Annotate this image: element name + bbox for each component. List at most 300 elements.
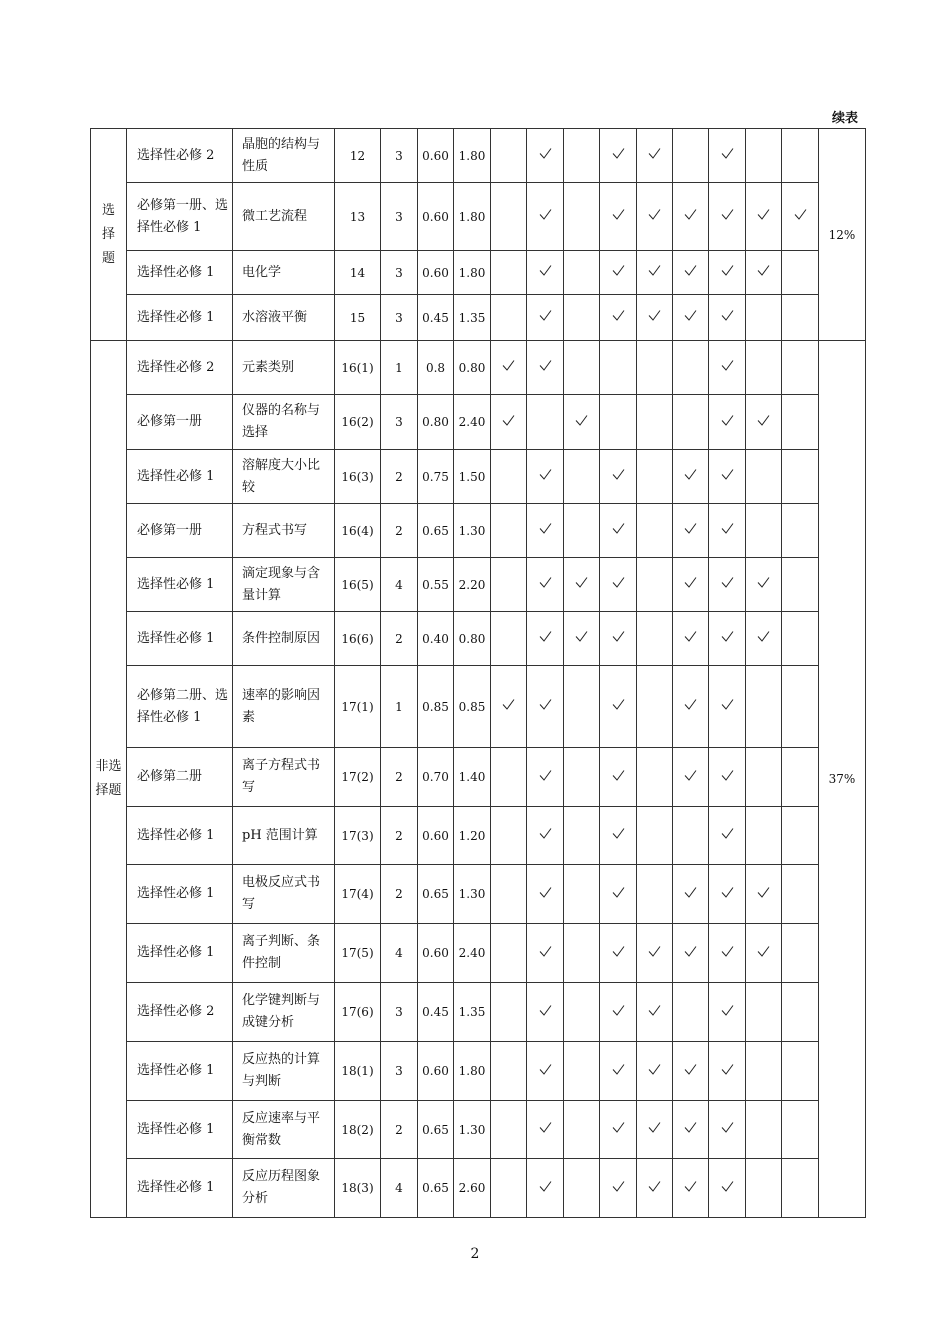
check-cell xyxy=(600,807,637,865)
check-cell xyxy=(637,450,673,504)
content-cell: 溶解度大小比较 xyxy=(233,450,335,504)
content-cell: 电化学 xyxy=(233,251,335,295)
module-cell: 选择性必修 1 xyxy=(127,295,233,341)
check-cell xyxy=(782,129,819,183)
item-number-cell: 17(5) xyxy=(335,924,381,983)
check-mark-icon xyxy=(539,945,552,958)
table-row xyxy=(91,983,866,1042)
expected-score-cell: 2.60 xyxy=(454,1159,491,1218)
check-cell xyxy=(637,1101,673,1159)
content-cell: 元素类别 xyxy=(233,341,335,395)
content-cell: 微工艺流程 xyxy=(233,183,335,251)
check-cell xyxy=(637,983,673,1042)
check-mark-icon xyxy=(684,630,697,643)
check-cell xyxy=(491,450,527,504)
check-cell xyxy=(746,295,782,341)
check-cell xyxy=(746,865,782,924)
check-mark-icon xyxy=(502,698,515,711)
check-cell xyxy=(709,924,746,983)
check-mark-icon xyxy=(539,1180,552,1193)
check-cell xyxy=(709,1159,746,1218)
check-mark-icon xyxy=(539,886,552,899)
check-mark-icon xyxy=(648,208,661,221)
check-mark-icon xyxy=(757,945,770,958)
check-mark-icon xyxy=(684,1121,697,1134)
module-cell: 必修第二册、选择性必修 1 xyxy=(127,666,233,748)
table-row xyxy=(91,251,866,295)
check-cell xyxy=(746,183,782,251)
difficulty-cell: 0.65 xyxy=(418,865,454,924)
difficulty-cell: 0.60 xyxy=(418,924,454,983)
check-cell xyxy=(709,341,746,395)
check-cell xyxy=(746,612,782,666)
check-cell xyxy=(491,865,527,924)
check-cell xyxy=(782,558,819,612)
item-number-cell: 16(2) xyxy=(335,395,381,450)
score-cell: 2 xyxy=(381,865,418,924)
check-cell xyxy=(600,504,637,558)
check-mark-icon xyxy=(539,522,552,535)
check-mark-icon xyxy=(612,522,625,535)
check-mark-icon xyxy=(539,630,552,643)
check-cell xyxy=(564,183,600,251)
module-cell: 选择性必修 1 xyxy=(127,924,233,983)
check-cell xyxy=(600,748,637,807)
check-cell xyxy=(527,1159,564,1218)
check-cell xyxy=(673,450,709,504)
check-cell xyxy=(491,1159,527,1218)
score-cell: 3 xyxy=(381,183,418,251)
check-mark-icon xyxy=(721,208,734,221)
check-mark-icon xyxy=(612,309,625,322)
check-cell xyxy=(782,251,819,295)
expected-score-cell: 1.80 xyxy=(454,251,491,295)
check-cell xyxy=(491,924,527,983)
check-mark-icon xyxy=(539,147,552,160)
check-mark-icon xyxy=(757,630,770,643)
difficulty-cell: 0.45 xyxy=(418,295,454,341)
check-cell xyxy=(527,183,564,251)
table-row xyxy=(91,558,866,612)
check-cell xyxy=(527,504,564,558)
check-cell xyxy=(564,129,600,183)
expected-score-cell: 0.80 xyxy=(454,612,491,666)
check-mark-icon xyxy=(684,576,697,589)
content-cell: pH 范围计算 xyxy=(233,807,335,865)
table-row xyxy=(91,1101,866,1159)
check-cell xyxy=(746,666,782,748)
check-mark-icon xyxy=(684,1180,697,1193)
check-mark-icon xyxy=(648,945,661,958)
check-cell xyxy=(782,924,819,983)
check-cell xyxy=(709,612,746,666)
check-cell xyxy=(600,1101,637,1159)
check-mark-icon xyxy=(721,827,734,840)
check-cell xyxy=(673,183,709,251)
check-cell xyxy=(709,295,746,341)
module-cell: 选择性必修 1 xyxy=(127,807,233,865)
item-number-cell: 16(1) xyxy=(335,341,381,395)
check-cell xyxy=(709,395,746,450)
content-cell: 水溶液平衡 xyxy=(233,295,335,341)
check-mark-icon xyxy=(721,264,734,277)
check-cell xyxy=(491,295,527,341)
check-cell xyxy=(600,450,637,504)
module-cell: 选择性必修 2 xyxy=(127,983,233,1042)
check-cell xyxy=(564,341,600,395)
check-cell xyxy=(600,395,637,450)
module-cell: 选择性必修 1 xyxy=(127,1101,233,1159)
check-mark-icon xyxy=(721,1063,734,1076)
check-cell xyxy=(746,807,782,865)
page-number: 2 xyxy=(470,1246,480,1262)
check-cell xyxy=(746,558,782,612)
difficulty-cell: 0.65 xyxy=(418,1101,454,1159)
content-cell: 速率的影响因素 xyxy=(233,666,335,748)
check-cell xyxy=(673,1159,709,1218)
check-mark-icon xyxy=(721,945,734,958)
check-cell xyxy=(600,341,637,395)
check-mark-icon xyxy=(612,468,625,481)
score-cell: 2 xyxy=(381,450,418,504)
check-cell xyxy=(673,251,709,295)
check-cell xyxy=(527,129,564,183)
check-cell xyxy=(564,1159,600,1218)
check-cell xyxy=(491,395,527,450)
score-cell: 2 xyxy=(381,504,418,558)
check-cell xyxy=(600,558,637,612)
check-cell xyxy=(527,295,564,341)
table-row xyxy=(91,1159,866,1218)
check-cell xyxy=(637,748,673,807)
expected-score-cell: 1.50 xyxy=(454,450,491,504)
check-cell xyxy=(600,612,637,666)
check-mark-icon xyxy=(684,264,697,277)
table-row xyxy=(91,666,866,748)
check-cell xyxy=(527,450,564,504)
check-mark-icon xyxy=(648,1180,661,1193)
score-cell: 1 xyxy=(381,666,418,748)
check-mark-icon xyxy=(539,468,552,481)
check-mark-icon xyxy=(612,576,625,589)
module-cell: 必修第一册 xyxy=(127,504,233,558)
score-cell: 3 xyxy=(381,983,418,1042)
item-number-cell: 14 xyxy=(335,251,381,295)
check-mark-icon xyxy=(539,1063,552,1076)
table-row xyxy=(91,183,866,251)
check-mark-icon xyxy=(648,1004,661,1017)
check-mark-icon xyxy=(502,414,515,427)
content-cell: 离子判断、条件控制 xyxy=(233,924,335,983)
check-mark-icon xyxy=(539,698,552,711)
section-label: 非选 择题 xyxy=(91,341,127,1218)
item-number-cell: 13 xyxy=(335,183,381,251)
check-cell xyxy=(600,295,637,341)
check-mark-icon xyxy=(575,414,588,427)
table-row xyxy=(91,924,866,983)
check-mark-icon xyxy=(684,468,697,481)
check-cell xyxy=(564,251,600,295)
item-number-cell: 12 xyxy=(335,129,381,183)
check-cell xyxy=(673,395,709,450)
check-mark-icon xyxy=(612,208,625,221)
check-cell xyxy=(782,183,819,251)
check-mark-icon xyxy=(721,522,734,535)
check-cell xyxy=(527,1101,564,1159)
check-cell xyxy=(600,1159,637,1218)
table-caption: 续表 xyxy=(831,111,858,126)
check-cell xyxy=(637,558,673,612)
check-cell xyxy=(564,504,600,558)
check-mark-icon xyxy=(721,359,734,372)
check-cell xyxy=(637,129,673,183)
difficulty-cell: 0.55 xyxy=(418,558,454,612)
score-cell: 4 xyxy=(381,1159,418,1218)
item-number-cell: 18(3) xyxy=(335,1159,381,1218)
item-number-cell: 18(1) xyxy=(335,1042,381,1101)
check-mark-icon xyxy=(612,698,625,711)
check-cell xyxy=(637,924,673,983)
check-cell xyxy=(782,295,819,341)
check-cell xyxy=(564,395,600,450)
check-mark-icon xyxy=(612,827,625,840)
check-cell xyxy=(709,1042,746,1101)
content-cell: 仪器的名称与选择 xyxy=(233,395,335,450)
check-mark-icon xyxy=(539,264,552,277)
check-mark-icon xyxy=(684,522,697,535)
expected-score-cell: 2.40 xyxy=(454,395,491,450)
check-mark-icon xyxy=(612,1121,625,1134)
score-cell: 1 xyxy=(381,341,418,395)
check-mark-icon xyxy=(721,1121,734,1134)
spec-table xyxy=(90,128,866,1218)
table-row xyxy=(91,450,866,504)
difficulty-cell: 0.80 xyxy=(418,395,454,450)
table-row xyxy=(91,1042,866,1101)
check-cell xyxy=(600,1042,637,1101)
check-mark-icon xyxy=(612,886,625,899)
score-cell: 2 xyxy=(381,807,418,865)
content-cell: 离子方程式书写 xyxy=(233,748,335,807)
check-cell xyxy=(564,748,600,807)
check-mark-icon xyxy=(757,576,770,589)
check-cell xyxy=(491,612,527,666)
check-cell xyxy=(527,251,564,295)
check-cell xyxy=(782,807,819,865)
score-cell: 3 xyxy=(381,295,418,341)
check-cell xyxy=(527,924,564,983)
check-cell xyxy=(600,924,637,983)
difficulty-cell: 0.65 xyxy=(418,1159,454,1218)
difficulty-cell: 0.65 xyxy=(418,504,454,558)
module-cell: 选择性必修 2 xyxy=(127,341,233,395)
check-cell xyxy=(782,865,819,924)
content-cell: 反应速率与平衡常数 xyxy=(233,1101,335,1159)
check-cell xyxy=(564,983,600,1042)
check-cell xyxy=(709,865,746,924)
expected-score-cell: 1.80 xyxy=(454,129,491,183)
expected-score-cell: 0.80 xyxy=(454,341,491,395)
item-number-cell: 17(4) xyxy=(335,865,381,924)
check-cell xyxy=(746,251,782,295)
item-number-cell: 17(1) xyxy=(335,666,381,748)
check-cell xyxy=(564,558,600,612)
check-mark-icon xyxy=(575,576,588,589)
table-row xyxy=(91,129,866,183)
check-cell xyxy=(600,129,637,183)
check-cell xyxy=(491,341,527,395)
check-mark-icon xyxy=(794,208,807,221)
check-cell xyxy=(527,666,564,748)
check-mark-icon xyxy=(721,630,734,643)
table-row xyxy=(91,341,866,395)
check-mark-icon xyxy=(757,414,770,427)
expected-score-cell: 1.80 xyxy=(454,183,491,251)
check-cell xyxy=(709,129,746,183)
check-cell xyxy=(637,1159,673,1218)
check-cell xyxy=(673,666,709,748)
check-cell xyxy=(709,666,746,748)
module-cell: 选择性必修 1 xyxy=(127,450,233,504)
check-cell xyxy=(746,1101,782,1159)
content-cell: 滴定现象与含量计算 xyxy=(233,558,335,612)
check-mark-icon xyxy=(721,147,734,160)
check-cell xyxy=(782,341,819,395)
check-mark-icon xyxy=(684,208,697,221)
check-cell xyxy=(564,1042,600,1101)
section-percent: 12% xyxy=(819,129,866,341)
check-mark-icon xyxy=(721,414,734,427)
check-cell xyxy=(709,183,746,251)
check-mark-icon xyxy=(539,1121,552,1134)
table-row xyxy=(91,295,866,341)
check-cell xyxy=(746,748,782,807)
check-cell xyxy=(491,251,527,295)
score-cell: 2 xyxy=(381,748,418,807)
check-cell xyxy=(600,983,637,1042)
check-cell xyxy=(782,1159,819,1218)
check-cell xyxy=(637,395,673,450)
check-cell xyxy=(600,251,637,295)
check-cell xyxy=(673,865,709,924)
check-cell xyxy=(709,450,746,504)
check-mark-icon xyxy=(684,886,697,899)
check-mark-icon xyxy=(539,1004,552,1017)
check-cell xyxy=(491,807,527,865)
item-number-cell: 17(6) xyxy=(335,983,381,1042)
check-cell xyxy=(491,1042,527,1101)
item-number-cell: 16(4) xyxy=(335,504,381,558)
check-cell xyxy=(564,1101,600,1159)
check-mark-icon xyxy=(612,1004,625,1017)
difficulty-cell: 0.60 xyxy=(418,251,454,295)
content-cell: 反应历程图象分析 xyxy=(233,1159,335,1218)
check-cell xyxy=(600,666,637,748)
check-cell xyxy=(673,612,709,666)
difficulty-cell: 0.75 xyxy=(418,450,454,504)
item-number-cell: 16(3) xyxy=(335,450,381,504)
check-cell xyxy=(637,341,673,395)
module-cell: 必修第一册 xyxy=(127,395,233,450)
check-mark-icon xyxy=(612,945,625,958)
item-number-cell: 17(3) xyxy=(335,807,381,865)
check-cell xyxy=(637,666,673,748)
expected-score-cell: 1.20 xyxy=(454,807,491,865)
check-cell xyxy=(746,341,782,395)
check-cell xyxy=(491,129,527,183)
check-cell xyxy=(673,558,709,612)
check-mark-icon xyxy=(612,264,625,277)
content-cell: 晶胞的结构与性质 xyxy=(233,129,335,183)
score-cell: 2 xyxy=(381,612,418,666)
check-mark-icon xyxy=(612,769,625,782)
expected-score-cell: 1.30 xyxy=(454,504,491,558)
check-mark-icon xyxy=(684,945,697,958)
check-cell xyxy=(527,558,564,612)
expected-score-cell: 1.35 xyxy=(454,295,491,341)
check-mark-icon xyxy=(757,208,770,221)
check-mark-icon xyxy=(721,576,734,589)
check-cell xyxy=(637,865,673,924)
check-mark-icon xyxy=(575,630,588,643)
module-cell: 选择性必修 2 xyxy=(127,129,233,183)
check-cell xyxy=(527,807,564,865)
check-cell xyxy=(709,558,746,612)
check-cell xyxy=(746,1159,782,1218)
check-cell xyxy=(564,295,600,341)
check-cell xyxy=(637,251,673,295)
check-mark-icon xyxy=(757,886,770,899)
check-mark-icon xyxy=(648,264,661,277)
check-mark-icon xyxy=(612,1180,625,1193)
check-mark-icon xyxy=(757,264,770,277)
check-mark-icon xyxy=(648,1063,661,1076)
check-cell xyxy=(600,183,637,251)
check-cell xyxy=(491,666,527,748)
difficulty-cell: 0.60 xyxy=(418,1042,454,1101)
difficulty-cell: 0.8 xyxy=(418,341,454,395)
check-mark-icon xyxy=(648,1121,661,1134)
check-mark-icon xyxy=(612,147,625,160)
check-cell xyxy=(564,666,600,748)
check-mark-icon xyxy=(612,630,625,643)
expected-score-cell: 1.30 xyxy=(454,1101,491,1159)
table-row xyxy=(91,504,866,558)
check-cell xyxy=(782,666,819,748)
check-mark-icon xyxy=(721,1004,734,1017)
table-row xyxy=(91,612,866,666)
check-cell xyxy=(564,450,600,504)
check-cell xyxy=(746,504,782,558)
check-cell xyxy=(491,1101,527,1159)
module-cell: 选择性必修 1 xyxy=(127,251,233,295)
difficulty-cell: 0.85 xyxy=(418,666,454,748)
check-cell xyxy=(527,341,564,395)
check-cell xyxy=(746,395,782,450)
check-cell xyxy=(527,1042,564,1101)
check-cell xyxy=(637,504,673,558)
check-mark-icon xyxy=(612,1063,625,1076)
check-cell xyxy=(709,1101,746,1159)
check-cell xyxy=(564,612,600,666)
check-mark-icon xyxy=(502,359,515,372)
check-mark-icon xyxy=(539,827,552,840)
item-number-cell: 17(2) xyxy=(335,748,381,807)
check-cell xyxy=(527,748,564,807)
table-row xyxy=(91,748,866,807)
check-cell xyxy=(564,924,600,983)
item-number-cell: 16(6) xyxy=(335,612,381,666)
